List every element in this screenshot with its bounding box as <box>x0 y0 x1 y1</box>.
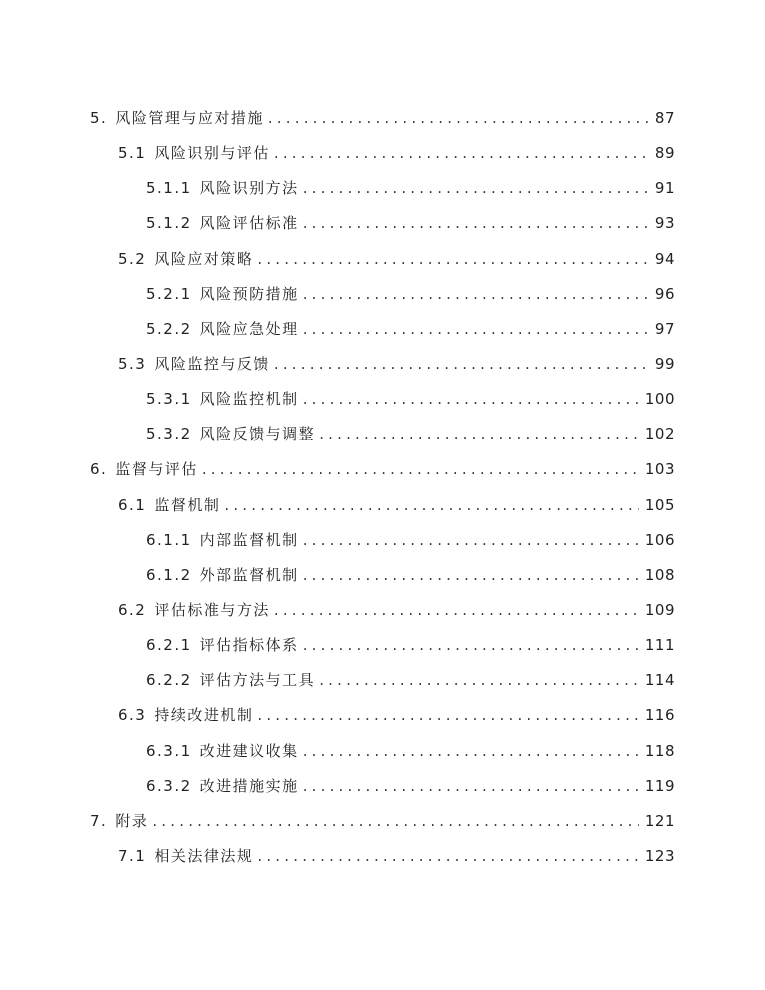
toc-entry-title <box>118 142 270 163</box>
toc-entry-number: 5.1 <box>118 144 147 163</box>
toc-entry[interactable] <box>0 107 765 142</box>
dot-leader <box>274 355 649 373</box>
toc-entry-number: 5.1.1 <box>146 179 192 198</box>
dot-leader <box>319 425 639 443</box>
toc-entry[interactable] <box>0 353 765 388</box>
toc-page-number: 94 <box>654 249 675 268</box>
toc-entry-number: 5.1.2 <box>146 214 192 233</box>
toc-page-number: 103 <box>644 460 675 479</box>
toc-entry-text: 风险应对策略 <box>154 249 254 268</box>
toc-entry[interactable] <box>0 810 765 845</box>
toc-page-number: 116 <box>644 706 675 725</box>
dot-leader <box>303 179 649 197</box>
dot-leader <box>303 742 639 760</box>
toc-entry[interactable] <box>0 388 765 423</box>
dot-leader <box>303 285 649 303</box>
dot-leader <box>224 496 638 514</box>
toc-entry-text: 改进措施实施 <box>199 776 299 795</box>
toc-entry[interactable] <box>0 564 765 599</box>
toc-entry[interactable] <box>0 599 765 634</box>
toc-page-number: 91 <box>654 179 675 198</box>
dot-leader <box>303 390 639 408</box>
toc-entry-number: 6.1.2 <box>146 565 192 584</box>
toc-page-number: 106 <box>644 530 675 549</box>
toc-entry-text: 评估指标体系 <box>199 636 299 655</box>
toc-entry-title <box>146 212 299 233</box>
dot-leader <box>202 460 639 478</box>
toc-entry[interactable] <box>0 494 765 529</box>
toc-entry-text: 风险管理与应对措施 <box>115 109 264 127</box>
toc-entry-number: 7.1 <box>118 846 147 865</box>
toc-entry-title <box>146 318 299 339</box>
toc-entry-title <box>146 388 299 409</box>
dot-leader <box>257 706 638 724</box>
dot-leader <box>257 847 638 865</box>
toc-entry-title <box>118 599 270 620</box>
toc-page-number: 89 <box>654 144 675 163</box>
toc-entry-title <box>90 810 148 831</box>
toc-entry-number: 6.3.2 <box>146 776 192 795</box>
toc-entry[interactable] <box>0 669 765 704</box>
toc-entry-number: 5. <box>90 109 108 127</box>
toc-page-number: 118 <box>644 741 675 760</box>
toc-entry-number: 5.2.1 <box>146 284 192 303</box>
toc-entry[interactable] <box>0 845 765 880</box>
toc-entry-title <box>90 458 198 479</box>
toc-entry[interactable] <box>0 740 765 775</box>
table-of-contents <box>0 107 765 880</box>
dot-leader <box>152 812 639 830</box>
toc-entry-text: 风险监控机制 <box>199 390 299 409</box>
dot-leader <box>303 636 639 654</box>
dot-leader <box>303 214 649 232</box>
toc-entry-title <box>146 283 299 304</box>
toc-entry-text: 风险评估标准 <box>199 214 299 233</box>
toc-entry-title <box>146 634 299 655</box>
toc-entry-number: 6.1.1 <box>146 530 192 549</box>
toc-entry-text: 附录 <box>115 811 149 830</box>
toc-page-number: 97 <box>654 319 675 338</box>
dot-leader <box>303 531 639 549</box>
toc-entry-title <box>146 177 299 198</box>
toc-page-number: 102 <box>644 425 675 444</box>
toc-entry-text: 风险应急处理 <box>199 319 299 338</box>
toc-entry-text: 评估方法与工具 <box>199 671 316 690</box>
toc-entry-title <box>146 564 299 585</box>
dot-leader <box>319 671 639 689</box>
toc-entry-text: 监督机制 <box>154 495 221 514</box>
toc-entry-title <box>146 423 315 444</box>
toc-page-number: 109 <box>644 600 675 619</box>
dot-leader <box>268 109 649 127</box>
toc-entry[interactable] <box>0 775 765 810</box>
toc-entry-title <box>146 669 315 690</box>
toc-page-number: 119 <box>644 776 675 795</box>
toc-entry[interactable] <box>0 318 765 353</box>
toc-entry-number: 5.2 <box>118 249 147 268</box>
toc-entry[interactable] <box>0 142 765 177</box>
toc-entry-text: 持续改进机制 <box>154 706 254 725</box>
toc-entry[interactable] <box>0 458 765 493</box>
toc-entry-text: 外部监督机制 <box>199 565 299 584</box>
toc-entry-number: 6.2 <box>118 600 147 619</box>
toc-entry[interactable] <box>0 423 765 458</box>
dot-leader <box>274 601 639 619</box>
toc-page-number: 100 <box>644 390 675 409</box>
toc-entry[interactable] <box>0 248 765 283</box>
toc-entry[interactable] <box>0 529 765 564</box>
toc-page-number: 123 <box>644 846 675 865</box>
toc-entry-number: 6.3.1 <box>146 741 192 760</box>
toc-entry-number: 6.3 <box>118 706 147 725</box>
toc-entry-text: 评估标准与方法 <box>154 600 270 619</box>
toc-page-number: 111 <box>644 636 675 655</box>
toc-page-number: 87 <box>654 109 675 127</box>
toc-entry-text: 风险监控与反馈 <box>154 354 270 373</box>
toc-page-number: 99 <box>654 354 675 373</box>
toc-entry-title <box>146 529 299 550</box>
toc-entry-title <box>90 107 264 128</box>
toc-entry-number: 6.2.2 <box>146 671 192 690</box>
dot-leader <box>257 250 649 268</box>
toc-page-number: 108 <box>644 565 675 584</box>
toc-entry-text: 风险识别方法 <box>199 179 299 198</box>
toc-entry-title <box>118 248 253 269</box>
toc-entry-text: 风险预防措施 <box>199 284 299 303</box>
toc-entry-number: 5.2.2 <box>146 319 192 338</box>
toc-entry-number: 6.1 <box>118 495 147 514</box>
toc-entry-number: 5.3.1 <box>146 390 192 409</box>
toc-entry-number: 6. <box>90 460 108 479</box>
toc-entry-title <box>118 494 220 515</box>
toc-entry-text: 风险反馈与调整 <box>199 425 316 444</box>
toc-entry-text: 监督与评估 <box>115 460 198 479</box>
dot-leader <box>303 566 639 584</box>
toc-entry-text: 风险识别与评估 <box>154 144 270 163</box>
toc-entry[interactable] <box>0 283 765 318</box>
dot-leader <box>274 144 649 162</box>
dot-leader <box>303 777 639 795</box>
toc-page-number: 96 <box>654 284 675 303</box>
toc-page-number: 114 <box>644 671 675 690</box>
toc-entry-number: 5.3.2 <box>146 425 192 444</box>
toc-page-number: 105 <box>644 495 675 514</box>
toc-entry-title <box>146 775 299 796</box>
toc-entry-title <box>118 704 253 725</box>
toc-entry-title <box>118 845 253 866</box>
toc-entry[interactable] <box>0 212 765 247</box>
toc-entry-number: 6.2.1 <box>146 636 192 655</box>
toc-entry-number: 5.3 <box>118 354 147 373</box>
toc-entry-text: 内部监督机制 <box>199 530 299 549</box>
toc-entry-number: 7. <box>90 811 108 830</box>
dot-leader <box>303 320 649 338</box>
toc-entry-title <box>118 353 270 374</box>
toc-page-number: 121 <box>644 811 675 830</box>
toc-page-number: 93 <box>654 214 675 233</box>
toc-entry[interactable] <box>0 634 765 669</box>
toc-entry[interactable] <box>0 704 765 739</box>
toc-entry-text: 改进建议收集 <box>199 741 299 760</box>
toc-entry-title <box>146 740 299 761</box>
toc-entry-text: 相关法律法规 <box>154 846 254 865</box>
toc-entry[interactable] <box>0 177 765 212</box>
